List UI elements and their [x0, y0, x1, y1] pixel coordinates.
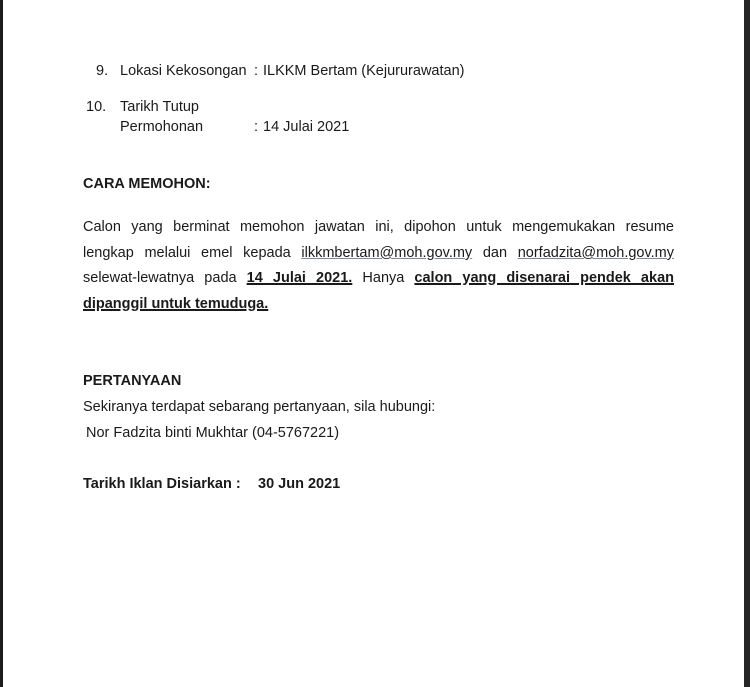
item-9-separator: : [254, 63, 259, 79]
iklan-date-label: Tarikh Iklan Disiarkan : [83, 476, 241, 492]
cara-line3-text: selewat-lewatnya pada [83, 270, 237, 286]
item-10-separator: : [254, 119, 259, 135]
cara-memohon-heading: CARA MEMOHON: [83, 176, 211, 192]
item-10-number: 10. [86, 99, 107, 115]
deadline-date: 14 Julai 2021. [246, 270, 353, 286]
item-10-label-line2: Permohonan [120, 119, 204, 135]
shortlist-notice-part1: calon yang disenarai pendek akan [414, 270, 674, 286]
item-10-value: 14 Julai 2021 [263, 119, 350, 135]
email-link-ilkkmbertam[interactable]: ilkkmbertam@moh.gov.my [301, 245, 473, 261]
pertanyaan-line1: Sekiranya terdapat sebarang pertanyaan, sila hubungi: [83, 399, 436, 415]
item-9-label: Lokasi Kekosongan [120, 63, 247, 79]
pertanyaan-contact: Nor Fadzita binti Mukhtar (04-5767221) [86, 425, 340, 441]
item-9-number: 9. [96, 63, 109, 79]
cara-line3-hanya: Hanya [362, 270, 405, 286]
cara-paragraph-line3 [83, 269, 674, 287]
cara-paragraph-line2 [83, 244, 674, 262]
cara-line2-text: lengkap melalui emel kepada [83, 245, 291, 261]
email-link-norfadzita[interactable]: norfadzita@moh.gov.my [517, 245, 675, 261]
shortlist-notice-part2: dipanggil untuk temuduga. [83, 296, 269, 312]
cara-line2-and: dan [482, 245, 508, 261]
pertanyaan-heading: PERTANYAAN [83, 373, 182, 389]
page-edge-left [0, 0, 3, 687]
item-9-value: ILKKM Bertam (Kejururawatan) [263, 63, 465, 79]
iklan-date-value: 30 Jun 2021 [258, 476, 341, 492]
cara-paragraph-line1: Calon yang berminat memohon jawatan ini, dipohon untuk mengemukakan resume [83, 219, 674, 235]
item-10-label-line1: Tarikh Tutup [120, 99, 199, 115]
page-edge-right [744, 0, 750, 687]
